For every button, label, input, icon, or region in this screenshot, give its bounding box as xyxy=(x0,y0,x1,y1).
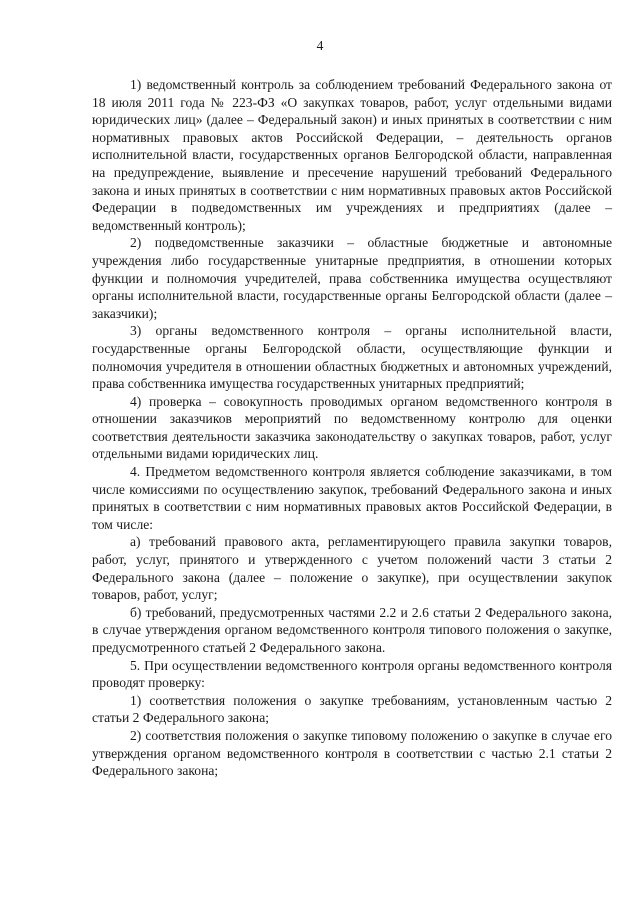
document-body xyxy=(92,76,612,780)
paragraph-check-item-1: 1) соответствия положения о закупке требованиям, установленным частью 2 статьи 2 Федерального закона; xyxy=(92,692,612,726)
paragraph-section-4-subject: 4. Предметом ведомственного контроля является соблюдение заказчиками, в том числе комиссиями по осуществлению закупок, требований Федерального закона и иных принятых в соответствии с ним нормативных правовых актов Российской Федерации, в том числе: xyxy=(92,464,612,532)
paragraph-check-item-2: 2) соответствия положения о закупке типовому положению о закупке в случае его утверждения органом ведомственного контроля в соответствии с частью 2.1 статьи 2 Федерального закона; xyxy=(92,727,612,779)
page-number: 4 xyxy=(316,38,324,53)
paragraph-item-a: а) требований правового акта, регламентирующего правила закупки товаров, работ, услуг, принятого и утвержденного с учетом положений части 3 статьи 2 Федерального закона (далее – положение о закупке), при осуществлении закупок товаров, работ, услуг; xyxy=(92,534,612,603)
paragraph-definition-inspection: 4) проверка – совокупность проводимых органом ведомственного контроля в отношении заказчиков мероприятий по ведомственному контролю для оценки соответствия деятельности заказчика законодательству о закупках товаров, работ, услуг отдельными видами юридических лиц. xyxy=(92,393,612,462)
paragraph-item-b: б) требований, предусмотренных частями 2.2 и 2.6 статьи 2 Федерального закона, в случае утверждения органом ведомственного контроля типового положения о закупке, предусмотренного статьей 2 Федерального закона. xyxy=(92,604,612,655)
paragraph-definition-departmental-control: 1) ведомственный контроль за соблюдением требований Федерального закона от 18 июля 2011 года № 223-ФЗ «О закупках товаров, работ, услуг отдельными видами юридических лиц» (далее – Федеральный закон) и иных принятых в соответствии с ним нормативных правовых актов Российской Федерации, – деятельность органов исполнительной власти, государственных органов Белгородской области, направленная на предупреждение, выявление и пресечение нарушений требований Федерального закона и иных принятых в соответствии с ним нормативных правовых актов Российской Федерации в подведомственных им учреждениях и предприятиях (далее – ведомственный контроль); xyxy=(92,77,612,233)
paragraph-definition-subordinate-customers: 2) подведомственные заказчики – областные бюджетные и автономные учреждения либо государственные унитарные предприятия, в отношении которых функции и полномочия учредителей, права собственника имущества осуществляют органы исполнительной власти, государственные органы Белгородской области (далее – заказчики); xyxy=(92,235,612,321)
paragraph-definition-control-bodies: 3) органы ведомственного контроля – органы исполнительной власти, государственные органы Белгородской области, осуществляющие функции и полномочия учредителя в отношении областных бюджетных и автономных учреждений, права собственника имущества государственных унитарных предприятий; xyxy=(92,323,612,392)
paragraph-section-5-inspection: 5. При осуществлении ведомственного контроля органы ведомственного контроля проводят проверку: xyxy=(92,657,612,691)
